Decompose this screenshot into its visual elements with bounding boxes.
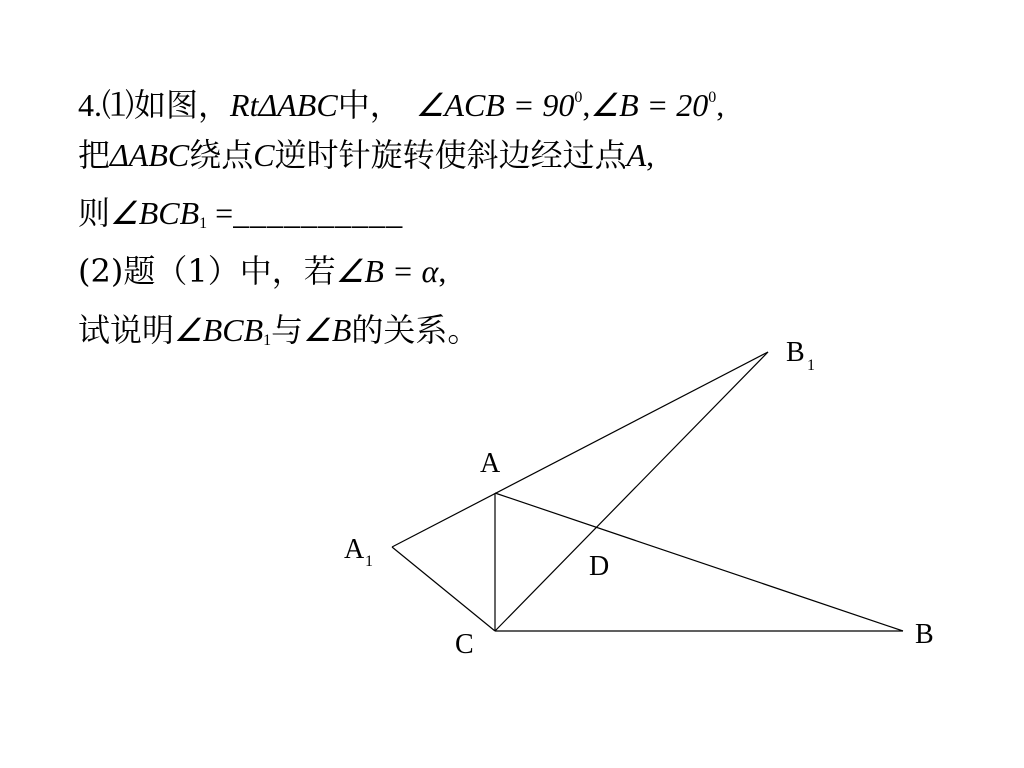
label-b: B bbox=[915, 619, 934, 650]
text-rutu: 如图， bbox=[134, 86, 231, 124]
segment-a-b bbox=[495, 493, 903, 631]
part-2-text: (2)题（1）中，若 bbox=[78, 252, 336, 290]
rt-label: Rt bbox=[230, 87, 259, 123]
label-c: C bbox=[455, 629, 474, 660]
angle-b-2: ∠B bbox=[303, 312, 352, 348]
text-zhong: 中， bbox=[337, 86, 402, 124]
degree-sup-1: 0 bbox=[574, 89, 583, 106]
triangle-abc: ΔABC bbox=[258, 87, 338, 123]
comma-2: , bbox=[716, 87, 725, 123]
point-c: C bbox=[253, 137, 275, 173]
text-raodian: 绕点 bbox=[189, 136, 254, 174]
equals: = bbox=[207, 195, 234, 231]
segment-a1-b1 bbox=[392, 352, 768, 547]
text-ze: 则 bbox=[78, 194, 111, 232]
sub-2: 1 bbox=[263, 332, 272, 349]
text-relation: 的关系。 bbox=[351, 311, 480, 349]
text-rotate: 逆时针旋转使斜边经过点 bbox=[274, 136, 627, 174]
angle-bcb1-2: ∠BCB bbox=[174, 312, 264, 348]
label-a: A bbox=[480, 448, 501, 479]
degree-sup-2: 0 bbox=[708, 89, 717, 106]
comma-1: , bbox=[582, 87, 591, 123]
comma-4: , bbox=[438, 253, 447, 289]
text-ba: 把 bbox=[78, 136, 111, 174]
point-a: A bbox=[626, 137, 647, 173]
figure-lines bbox=[392, 352, 903, 631]
label-d: D bbox=[589, 551, 610, 582]
answer-blank: __________ bbox=[233, 195, 404, 231]
angle-acb: ∠ACB = 90 bbox=[415, 87, 575, 123]
text-yu: 与 bbox=[271, 311, 304, 349]
segment-b1-c bbox=[495, 352, 768, 631]
angle-b: ∠B = 20 bbox=[590, 87, 709, 123]
sub-1: 1 bbox=[199, 215, 208, 232]
triangle-abc-2: ΔABC bbox=[110, 137, 190, 173]
text-shishuoming: 试说明 bbox=[78, 311, 175, 349]
label-b1-sub: 1 bbox=[807, 357, 815, 374]
angle-b-alpha: ∠B = α bbox=[335, 253, 439, 289]
angle-bcb1: ∠BCB bbox=[110, 195, 200, 231]
label-b1: B bbox=[786, 337, 805, 368]
comma-3: , bbox=[646, 137, 655, 173]
label-a1: A bbox=[344, 534, 365, 565]
problem-number: 4.⑴ bbox=[78, 87, 135, 123]
segment-a1-c bbox=[392, 547, 495, 631]
label-a1-sub: 1 bbox=[365, 553, 373, 570]
